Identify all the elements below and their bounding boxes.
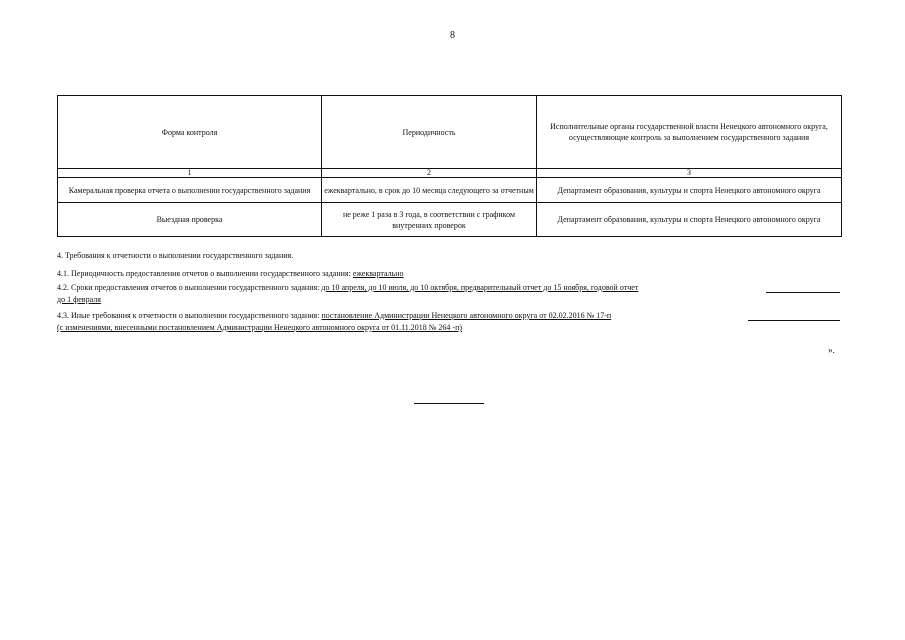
header-form-of-control: Форма контроля (58, 96, 322, 169)
section-4-1-value: ежеквартально (352, 269, 404, 278)
table-cell: не реже 1 раза в 3 года, в соответствии с графиком внутренних проверок (322, 203, 537, 237)
section-4-2 (57, 283, 638, 293)
header-periodicity: Периодичность (322, 96, 537, 169)
table-cell: Департамент образования, культуры и спорта Ненецкого автономного округа (537, 178, 842, 203)
section-4-3 (57, 311, 611, 321)
control-table (57, 95, 842, 237)
section-4-3-value: постановление Администрации Ненецкого автономного округа от 02.02.2016 № 17-п (321, 311, 612, 320)
fill-line (748, 320, 840, 321)
table-cell: Камеральная проверка отчета о выполнении государственного задания (58, 178, 322, 203)
page-number: 8 (450, 30, 455, 41)
section-4-heading: 4. Требования к отчетности о выполнении государственного задания. (57, 251, 294, 260)
end-divider (414, 403, 484, 404)
column-number-row (58, 169, 842, 178)
column-number: 1 (58, 169, 322, 178)
table-cell: ежеквартально, в срок до 10 месяца следующего за отчетным (322, 178, 537, 203)
table-header-row (58, 96, 842, 169)
section-4-1 (57, 269, 404, 279)
closing-quote-mark: ». (828, 345, 835, 355)
table-row (58, 203, 842, 237)
section-4-1-label: 4.1. Периодичность предоставления отчетов о выполнении государственного задания: (57, 269, 353, 278)
section-4-3-label: 4.3. Иные требования к отчетности о выполнении государственного задания: (57, 311, 322, 320)
column-number: 3 (537, 169, 842, 178)
table-cell: Департамент образования, культуры и спорта Ненецкого автономного округа (537, 203, 842, 237)
section-4-2-value: до 10 апреля, до 10 июля, до 10 октября, предварительный отчет до 15 ноября, годовой отчет (321, 283, 639, 292)
table-cell: Выездная проверка (58, 203, 322, 237)
section-4-3-continuation: (с изменениями, внесенными постановлением Администрации Ненецкого автономного округа от 01.11.2018 № 264 -п) (57, 323, 463, 332)
column-number: 2 (322, 169, 537, 178)
section-4-2-continuation: до 1 февраля (57, 295, 101, 304)
fill-line (766, 292, 840, 293)
header-executive-bodies: Исполнительные органы государственной власти Ненецкого автономного округа, осуществляющие контроль за выполнением государственного задания (537, 96, 842, 169)
section-4-2-label: 4.2. Сроки предоставления отчетов о выполнении государственного задания: (57, 283, 322, 292)
table-row (58, 178, 842, 203)
